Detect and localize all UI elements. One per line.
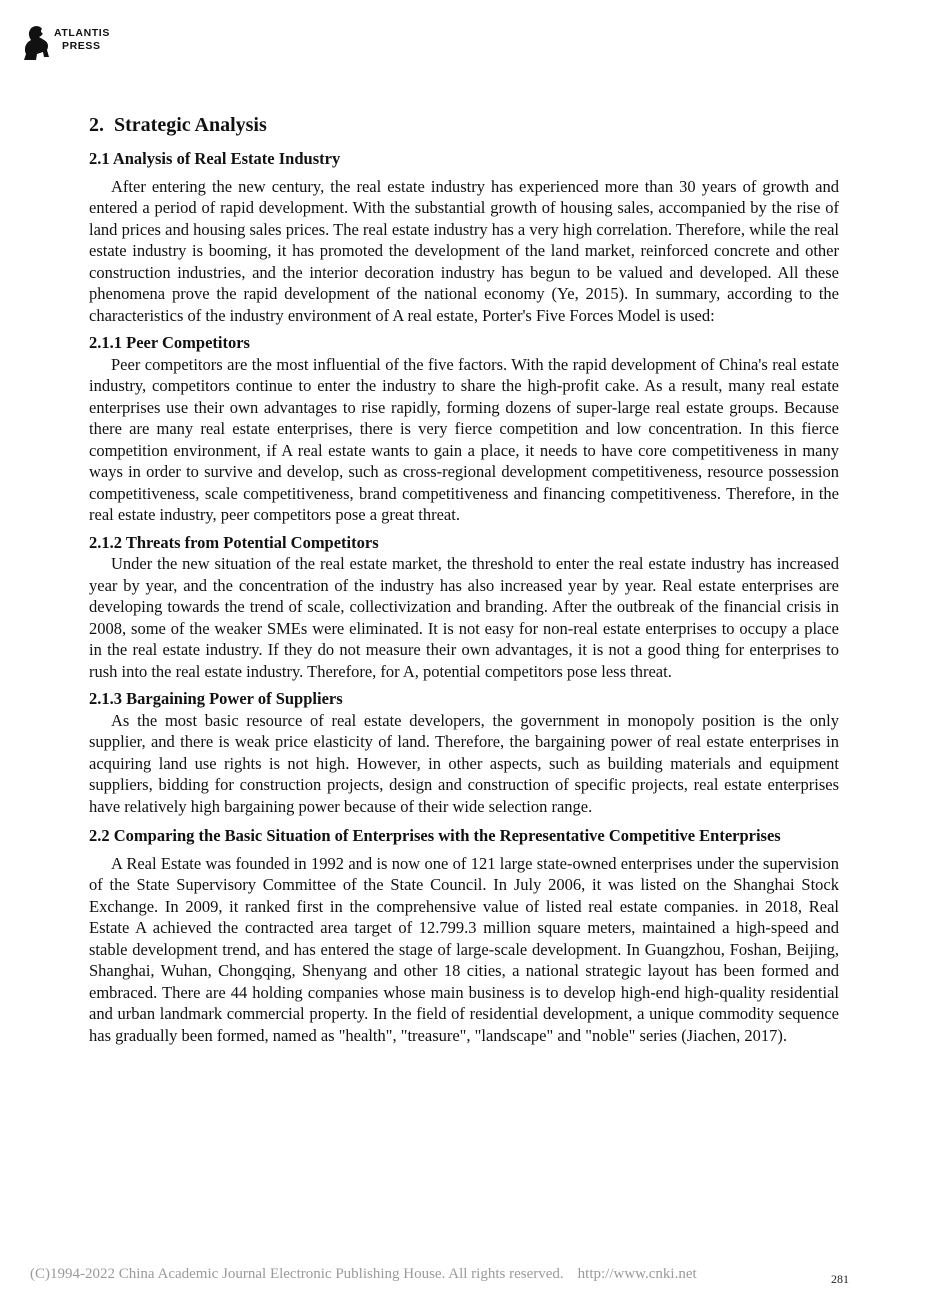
- article-body: [89, 112, 839, 1046]
- section-heading: [89, 112, 839, 138]
- subsection-heading-2-2: 2.2 Comparing the Basic Situation of Enterprises with the Representative Competitive Enterprises: [89, 826, 781, 845]
- footer-url-link[interactable]: http://www.cnki.net: [577, 1266, 697, 1282]
- logo-text-line2: PRESS: [62, 40, 101, 52]
- paragraph-2-1-3: As the most basic resource of real estate developers, the government in monopoly position is the only supplier, and there is weak price elasticity of land. Therefore, the bargaining power of real estate enterprises in acquiring land use rights is not high. However, in other aspects, such as building materials and equipment suppliers, bidding for construction projects, design and construction of specific projects, real estate enterprises have relatively high bargaining power because of their wide selection range.: [89, 710, 839, 816]
- footer-copyright: [30, 1266, 697, 1283]
- paragraph-2-1-1: Peer competitors are the most influential of the five factors. With the rapid development of China's real estate industry, competitors continue to enter the industry to share the high-profit cake. As a result, many real estate enterprises use their own advantages to rise rapidly, forming dozens of super-large real estate groups. Because there are many real estate enterprises, there is very fierce competition and low concentration. In this fierce competition environment, if A real estate wants to gain a place, it needs to have core competitiveness in many ways in order to survive and develop, such as cross-regional development competitiveness, resource possession competitiveness, scale competitiveness, brand competitiveness and financing competitiveness. Therefore, in the real estate industry, peer competitors pose a great threat.: [89, 354, 839, 524]
- subsection-heading-2-1: 2.1 Analysis of Real Estate Industry: [89, 149, 341, 168]
- section-number: 2.: [89, 114, 104, 136]
- thinker-silhouette-icon: [22, 24, 54, 64]
- paragraph-2-1: After entering the new century, the real estate industry has experienced more than 30 years of growth and entered a period of rapid development. With the substantial growth of housing sales, accompanied by the rise of land prices and housing sales prices. The real estate industry has a very high correlation. Therefore, while the real estate industry is booming, it has promoted the development of the land market, reinforced concrete and other construction industries, and the interior decoration industry has begun to be valued and developed. All these phenomena prove the rapid development of the national economy (Ye, 2015). In summary, according to the characteristics of the industry environment of A real estate, Porter's Five Forces Model is used:: [89, 176, 839, 325]
- publisher-logo: [22, 24, 142, 66]
- subsection-heading-2-1-3: 2.1.3 Bargaining Power of Suppliers: [89, 689, 343, 708]
- section-title: Strategic Analysis: [114, 114, 267, 136]
- paragraph-2-1-2: Under the new situation of the real estate market, the threshold to enter the real estate industry has increased year by year, and the concentration of the industry has also increased year by year. Real estate enterprises are developing towards the trend of scale, collectivization and branding. After the outbreak of the financial crisis in 2008, some of the weaker SMEs were eliminated. It is not easy for non-real estate enterprises to occupy a place in the real estate industry. If they do not measure their own advantages, it is not a good thing for enterprises to rush into the real estate industry. Therefore, for A, potential competitors pose less threat.: [89, 554, 839, 681]
- subsection-heading-2-1-1: 2.1.1 Peer Competitors: [89, 333, 250, 352]
- logo-text-line1: ATLANTIS: [54, 27, 110, 39]
- copyright-text: (C)1994-2022 China Academic Journal Electronic Publishing House. All rights reserved.: [30, 1266, 564, 1282]
- page-number: 281: [831, 1272, 849, 1286]
- subsection-heading-2-1-2: 2.1.2 Threats from Potential Competitors: [89, 532, 379, 552]
- paragraph-2-2: A Real Estate was founded in 1992 and is now one of 121 large state-owned enterprises under the supervision of the State Supervisory Committee of the State Council. In July 2006, it was listed on the Shanghai Stock Exchange. In 2009, it ranked first in the comprehensive value of listed real estate companies. in 2018, Real Estate A achieved the contracted area target of 12.799.3 million square meters, maintained a high-speed and stable development trend, and has entered the stage of large-scale development. In Guangzhou, Foshan, Beijing, Shanghai, Wuhan, Chongqing, Shenyang and other 18 cities, a national strategic layout has been formed and embraced. There are 44 holding companies whose main business is to develop high-end high-quality residential and urban landmark commercial property. In the field of residential development, a unique commodity sequence has gradually been formed, named as "health", "treasure", "landscape" and "noble" series (Jiachen, 2017).: [89, 853, 839, 1045]
